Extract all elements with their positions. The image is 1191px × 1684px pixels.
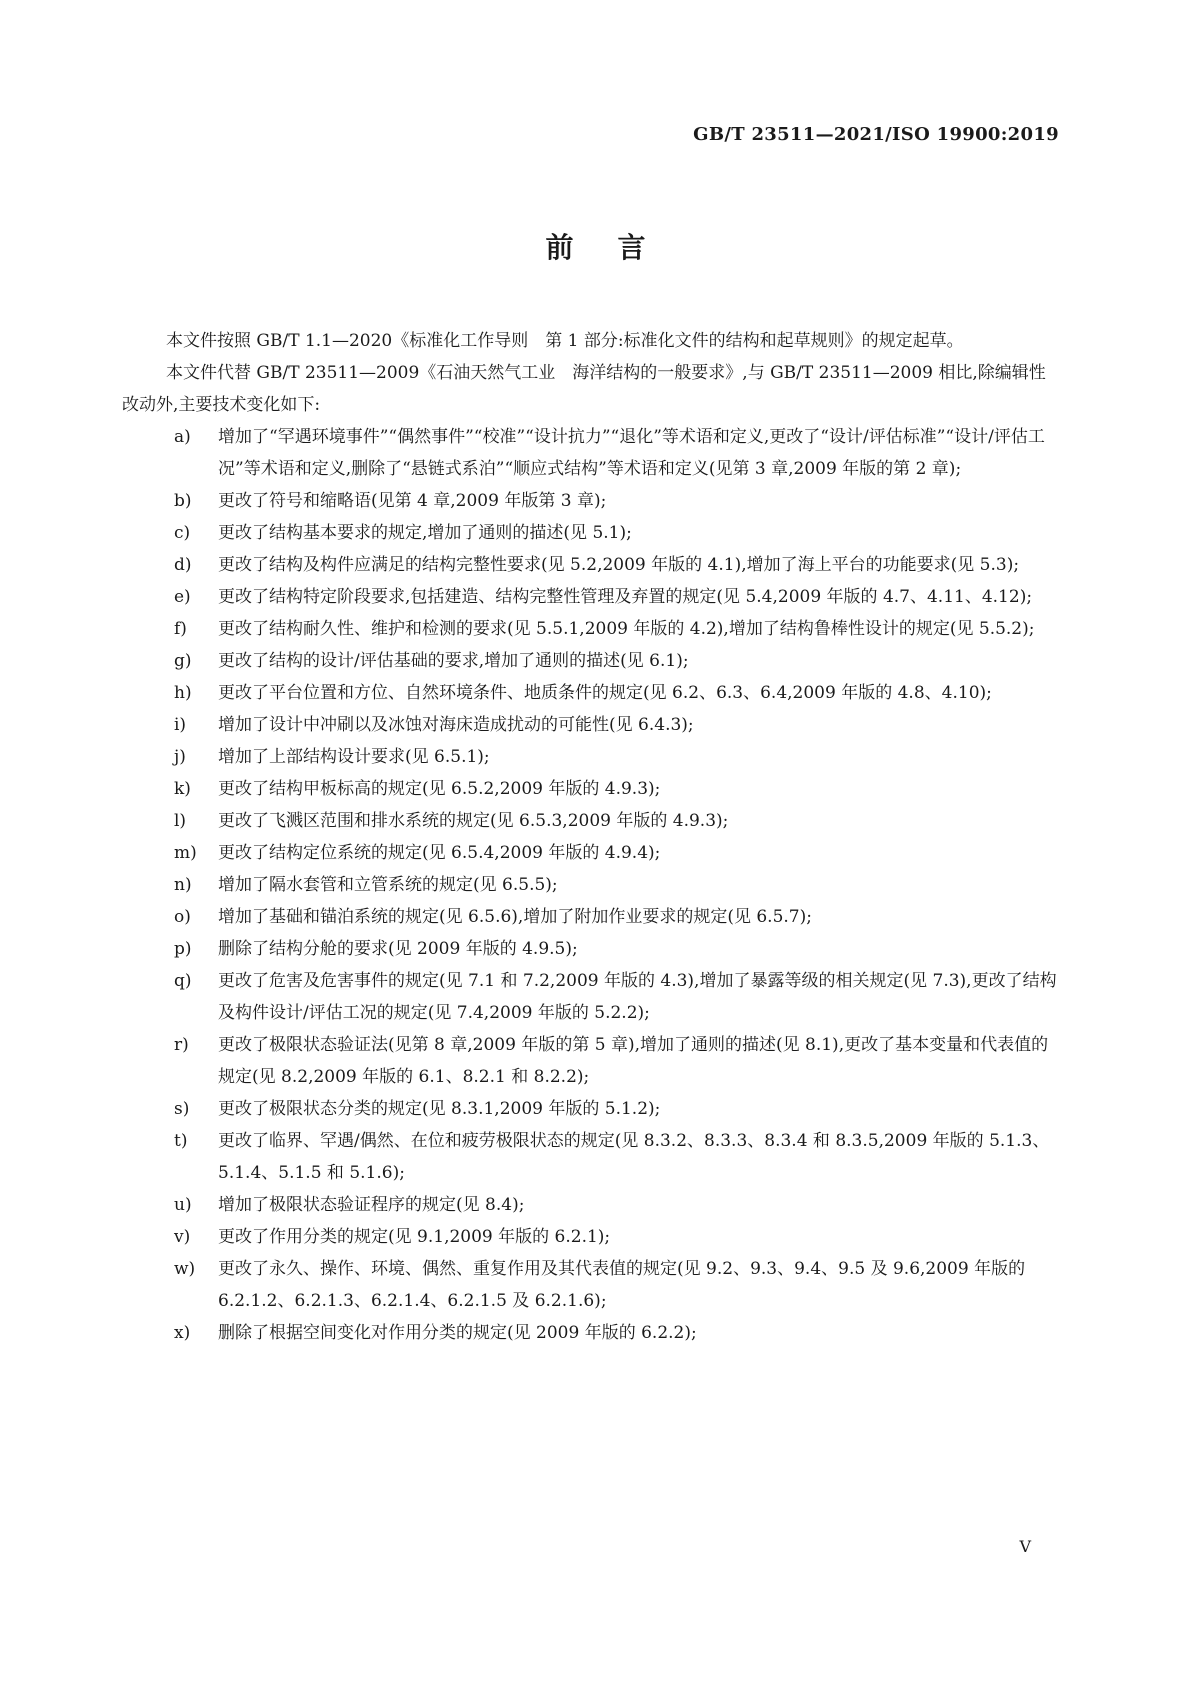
item-label: k) bbox=[174, 779, 191, 799]
page-title: 前言 bbox=[545, 231, 690, 264]
list-item bbox=[122, 709, 1057, 741]
item-text: 更改了极限状态分类的规定(见 8.3.1,2009 年版的 5.1.2); bbox=[218, 1099, 661, 1119]
list-item bbox=[122, 581, 1057, 613]
list-item bbox=[122, 1221, 1057, 1253]
item-label: i) bbox=[174, 715, 187, 735]
list-item bbox=[122, 517, 1057, 549]
item-text: 更改了结构耐久性、维护和检测的要求(见 5.5.1,2009 年版的 4.2),增加了结构鲁棒性设计的规定(见 5.5.2); bbox=[218, 619, 1035, 639]
list-item bbox=[122, 837, 1057, 869]
item-text: 更改了极限状态验证法(见第 8 章,2009 年版的第 5 章),增加了通则的描述(见 8.1),更改了基本变量和代表值的规定(见 8.2,2009 年版的 6.1、8.2.1 和 8.2.2); bbox=[218, 1035, 1049, 1087]
item-label: w) bbox=[174, 1259, 196, 1279]
item-text: 更改了结构及构件应满足的结构完整性要求(见 5.2,2009 年版的 4.1),增加了海上平台的功能要求(见 5.3); bbox=[218, 555, 1020, 575]
list-item bbox=[122, 901, 1057, 933]
paragraph: 本文件代替 GB/T 23511—2009《石油天然气工业 海洋结构的一般要求》,与 GB/T 23511—2009 相比,除编辑性改动外,主要技术变化如下: bbox=[122, 363, 1046, 415]
list-item bbox=[122, 549, 1057, 581]
item-label: e) bbox=[174, 587, 191, 607]
item-text: 更改了结构甲板标高的规定(见 6.5.2,2009 年版的 4.9.3); bbox=[218, 779, 661, 799]
item-text: 增加了隔水套管和立管系统的规定(见 6.5.5); bbox=[218, 875, 558, 895]
item-text: 更改了危害及危害事件的规定(见 7.1 和 7.2,2009 年版的 4.3),增加了暴露等级的相关规定(见 7.3),更改了结构及构件设计/评估工况的规定(见 7.4,2009 年版的 5.2.2); bbox=[218, 971, 1057, 1023]
list-item bbox=[122, 613, 1057, 645]
list-item bbox=[122, 805, 1057, 837]
list-item bbox=[122, 773, 1057, 805]
item-label: p) bbox=[174, 939, 192, 959]
page-number: V bbox=[1019, 1537, 1031, 1556]
item-label: f) bbox=[174, 619, 187, 639]
item-text: 增加了基础和锚泊系统的规定(见 6.5.6),增加了附加作业要求的规定(见 6.5.7); bbox=[218, 907, 812, 927]
item-label: s) bbox=[174, 1099, 190, 1119]
item-text: 更改了结构的设计/评估基础的要求,增加了通则的描述(见 6.1); bbox=[218, 651, 689, 671]
list-item bbox=[122, 485, 1057, 517]
item-label: t) bbox=[174, 1131, 188, 1151]
item-label: o) bbox=[174, 907, 191, 927]
list-item bbox=[122, 421, 1057, 485]
item-label: x) bbox=[174, 1323, 191, 1343]
item-text: 更改了飞溅区范围和排水系统的规定(见 6.5.3,2009 年版的 4.9.3); bbox=[218, 811, 729, 831]
item-label: n) bbox=[174, 875, 192, 895]
item-label: l) bbox=[174, 811, 187, 831]
list-item bbox=[122, 933, 1057, 965]
item-label: h) bbox=[174, 683, 192, 703]
paragraph: 本文件按照 GB/T 1.1—2020《标准化工作导则 第 1 部分:标准化文件的结构和起草规则》的规定起草。 bbox=[166, 331, 964, 351]
list-item bbox=[122, 1125, 1057, 1189]
list-item bbox=[122, 869, 1057, 901]
list-item bbox=[122, 1093, 1057, 1125]
list-item bbox=[122, 741, 1057, 773]
list-item bbox=[122, 1189, 1057, 1221]
list-item bbox=[122, 1253, 1057, 1317]
document-code: GB/T 23511—2021/ISO 19900:2019 bbox=[693, 124, 1059, 145]
change-list bbox=[122, 421, 1057, 1349]
item-text: 增加了设计中冲刷以及冰蚀对海床造成扰动的可能性(见 6.4.3); bbox=[218, 715, 694, 735]
foreword-body bbox=[122, 325, 1057, 1349]
list-item bbox=[122, 1029, 1057, 1093]
item-text: 更改了临界、罕遇/偶然、在位和疲劳极限状态的规定(见 8.3.2、8.3.3、8.3.4 和 8.3.5,2009 年版的 5.1.3、5.1.4、5.1.5 和 5.1.6); bbox=[218, 1131, 1050, 1183]
item-text: 增加了上部结构设计要求(见 6.5.1); bbox=[218, 747, 490, 767]
list-item bbox=[122, 645, 1057, 677]
item-label: u) bbox=[174, 1195, 192, 1215]
item-label: a) bbox=[174, 427, 191, 447]
item-text: 更改了平台位置和方位、自然环境条件、地质条件的规定(见 6.2、6.3、6.4,2009 年版的 4.8、4.10); bbox=[218, 683, 992, 703]
item-text: 更改了符号和缩略语(见第 4 章,2009 年版第 3 章); bbox=[218, 491, 607, 511]
item-label: q) bbox=[174, 971, 192, 991]
item-text: 更改了永久、操作、环境、偶然、重复作用及其代表值的规定(见 9.2、9.3、9.4、9.5 及 9.6,2009 年版的 6.2.1.2、6.2.1.3、6.2.1.4、6.2.1.5 及 6.2.1.6); bbox=[218, 1259, 1026, 1311]
item-label: c) bbox=[174, 523, 191, 543]
item-text: 更改了结构定位系统的规定(见 6.5.4,2009 年版的 4.9.4); bbox=[218, 843, 661, 863]
item-text: 增加了“罕遇环境事件”“偶然事件”“校准”“设计抗力”“退化”等术语和定义,更改了“设计/评估标准”“设计/评估工况”等术语和定义,删除了“悬链式系泊”“顺应式结构”等术语和定义(见第 3 章,2009 年版的第 2 章); bbox=[218, 427, 1045, 479]
item-label: m) bbox=[174, 843, 197, 863]
item-label: b) bbox=[174, 491, 192, 511]
item-label: j) bbox=[174, 747, 186, 767]
list-item bbox=[122, 965, 1057, 1029]
item-text: 更改了作用分类的规定(见 9.1,2009 年版的 6.2.1); bbox=[218, 1227, 611, 1247]
item-text: 更改了结构特定阶段要求,包括建造、结构完整性管理及弃置的规定(见 5.4,2009 年版的 4.7、4.11、4.12); bbox=[218, 587, 1033, 607]
item-text: 更改了结构基本要求的规定,增加了通则的描述(见 5.1); bbox=[218, 523, 632, 543]
item-text: 删除了根据空间变化对作用分类的规定(见 2009 年版的 6.2.2); bbox=[218, 1323, 697, 1343]
item-label: g) bbox=[174, 651, 192, 671]
list-item bbox=[122, 677, 1057, 709]
item-label: r) bbox=[174, 1035, 189, 1055]
item-text: 增加了极限状态验证程序的规定(见 8.4); bbox=[218, 1195, 525, 1215]
item-text: 删除了结构分舱的要求(见 2009 年版的 4.9.5); bbox=[218, 939, 578, 959]
item-label: v) bbox=[174, 1227, 191, 1247]
item-label: d) bbox=[174, 555, 192, 575]
list-item bbox=[122, 1317, 1057, 1349]
